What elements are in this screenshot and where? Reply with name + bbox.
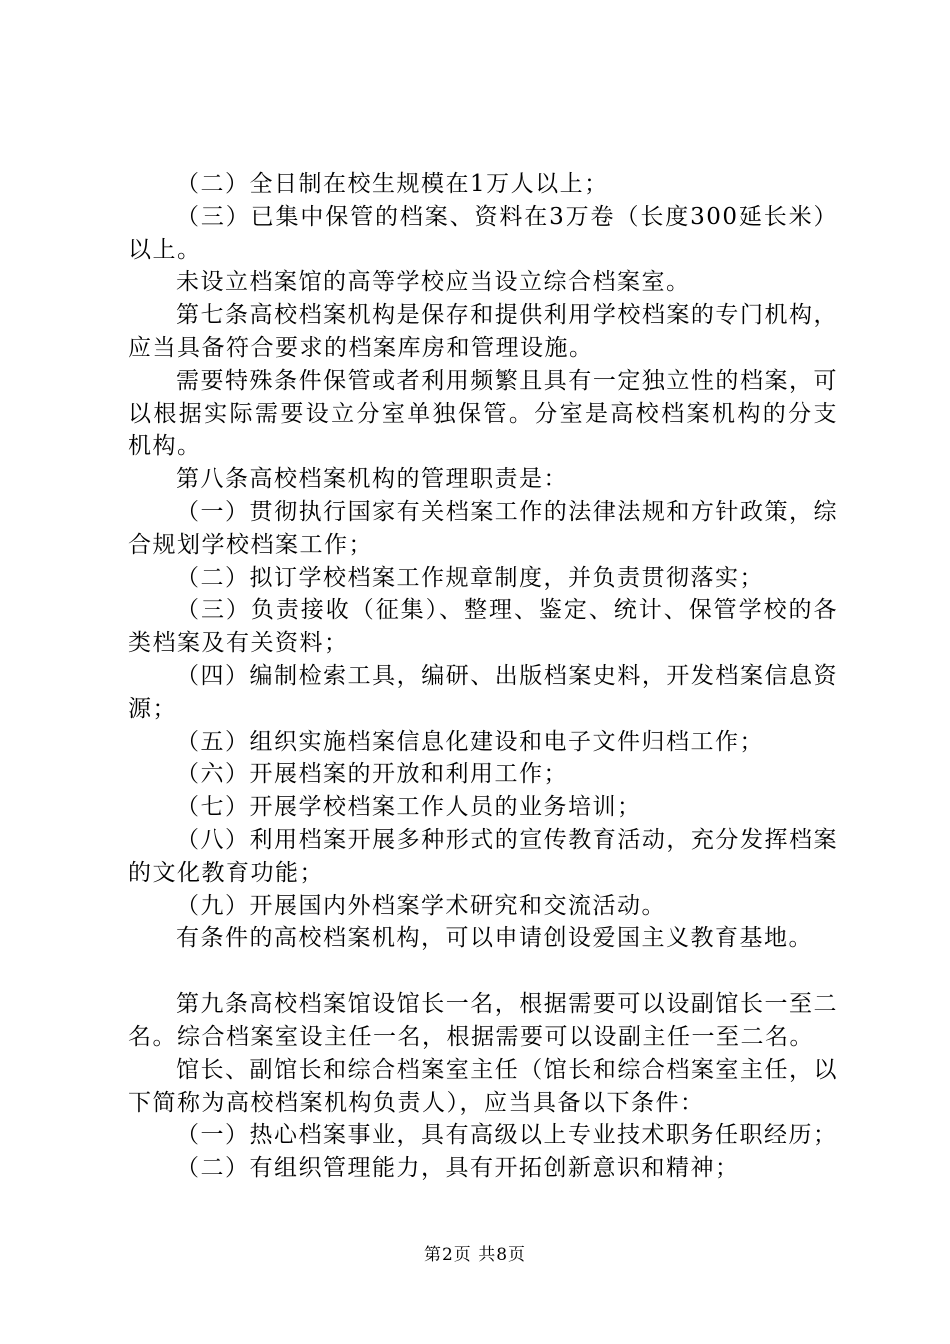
paragraph: 第七条高校档案机构是保存和提供利用学校档案的专门机构，应当具备符合要求的档案库房和管理设施。 xyxy=(128,302,838,361)
paragraph: 第九条高校档案馆设馆长一名，根据需要可以设副馆长一至二名。综合档案室设主任一名，根据需要可以设副主任一至二名。 xyxy=(128,991,838,1050)
page-number-footer: 第2页 共8页 xyxy=(423,1245,527,1265)
paragraph: （三）已集中保管的档案、资料在3万卷（长度300延长米）以上。 xyxy=(128,203,838,263)
paragraph: （八）利用档案开展多种形式的宣传教育活动，充分发挥档案的文化教育功能； xyxy=(128,826,838,886)
paragraph: （五）组织实施档案信息化建设和电子文件归档工作； xyxy=(176,728,764,755)
paragraph: （九）开展国内外档案学术研究和交流活动。 xyxy=(176,892,666,919)
paragraph: 馆长、副馆长和综合档案室主任（馆长和综合档案室主任，以下简称为高校档案机构负责人），应当具备以下条件： xyxy=(128,1056,838,1116)
paragraph: 有条件的高校档案机构，可以申请创设爱国主义教育基地。 xyxy=(176,925,813,952)
paragraph: （一）热心档案事业，具有高级以上专业技术职务任职经历； xyxy=(176,1122,838,1149)
paragraph: （七）开展学校档案工作人员的业务培训； xyxy=(176,794,642,821)
paragraph: 需要特殊条件保管或者利用频繁且具有一定独立性的档案，可以根据实际需要设立分室单独保管。分室是高校档案机构的分支机构。 xyxy=(128,367,838,460)
paragraph: （一）贯彻执行国家有关档案工作的法律法规和方针政策，综合规划学校档案工作； xyxy=(128,498,838,558)
paragraph: 第八条高校档案机构的管理职责是： xyxy=(176,466,568,493)
paragraph: （三）负责接收（征集）、整理、鉴定、统计、保管学校的各类档案及有关资料； xyxy=(128,597,838,657)
document-body xyxy=(128,168,838,1185)
paragraph-gap xyxy=(128,955,838,988)
paragraph: （四）编制检索工具，编研、出版档案史料，开发档案信息资源； xyxy=(128,662,838,722)
paragraph: （二）有组织管理能力，具有开拓创新意识和精神； xyxy=(176,1155,740,1182)
paragraph: （六）开展档案的开放和利用工作； xyxy=(176,761,568,788)
paragraph: （二）拟订学校档案工作规章制度，并负责贯彻落实； xyxy=(176,564,764,591)
paragraph: （二）全日制在校生规模在1万人以上； xyxy=(176,171,609,197)
paragraph: 未设立档案馆的高等学校应当设立综合档案室。 xyxy=(176,269,691,296)
